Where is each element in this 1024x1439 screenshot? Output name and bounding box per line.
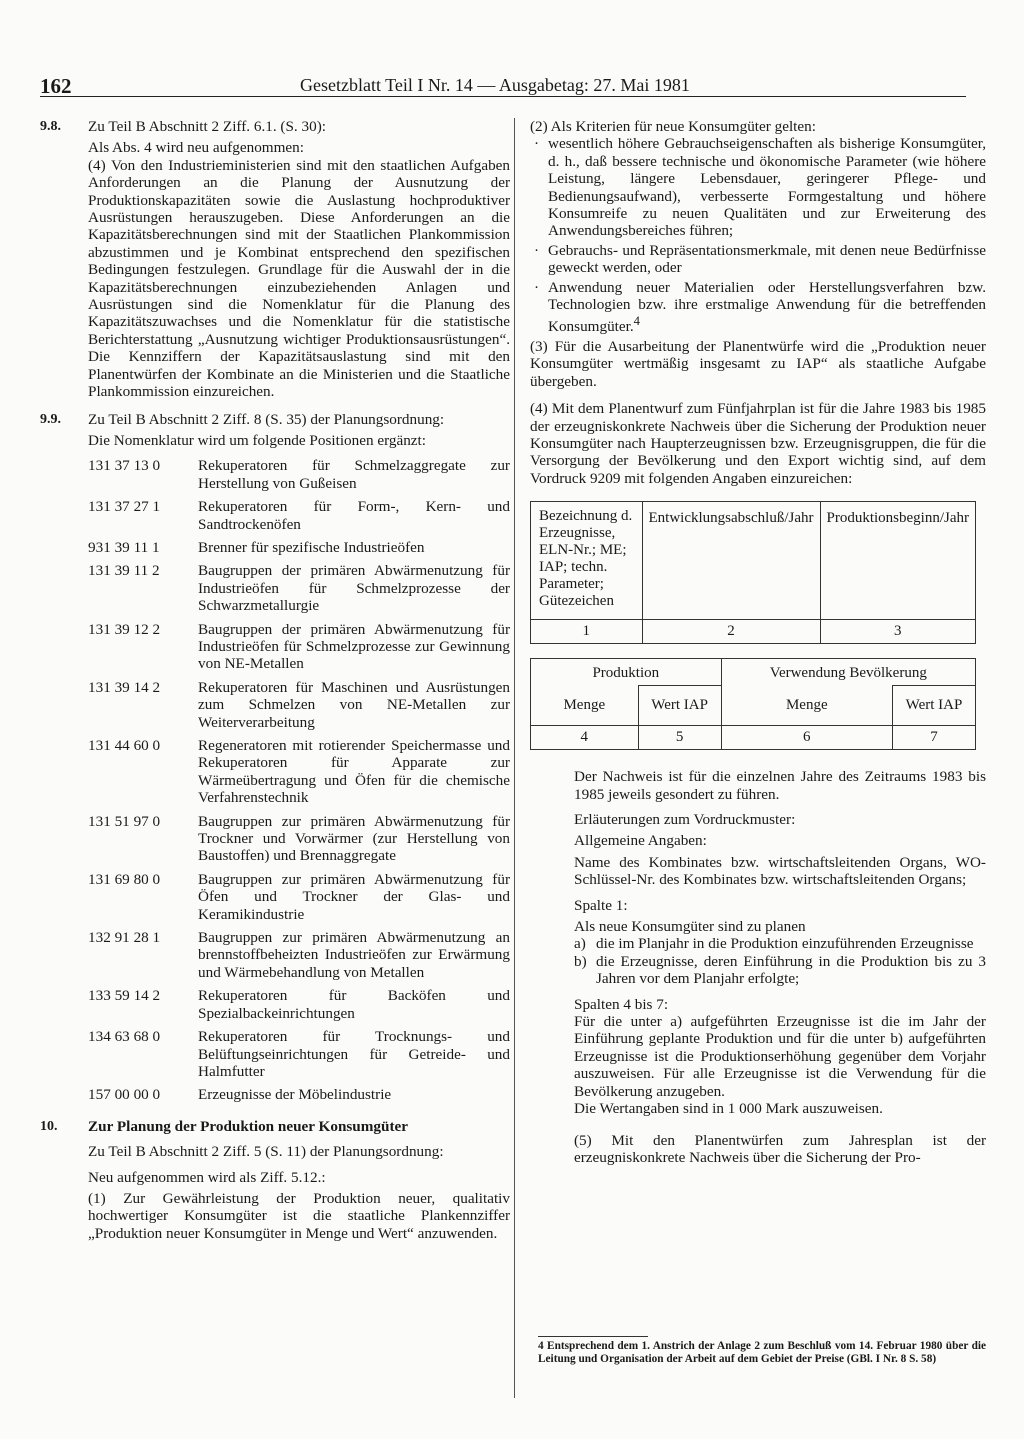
table-header-cell: Menge xyxy=(531,686,639,726)
bullet-icon: · xyxy=(534,278,540,296)
nomenclature-list xyxy=(88,457,510,1103)
section-body: (1) Zur Gewährleistung der Produktion neuer, qualitativ hochwertiger Konsumgüter ist die staatliche Plankennziffer „Produktion neuer Konsumgüter in Menge und Wert“ anzuwenden. xyxy=(88,1189,510,1242)
item-code: 931 39 11 1 xyxy=(88,538,160,556)
footnote: 4 Entsprechend dem 1. Anstrich der Anlage 2 zum Beschluß vom 14. Februar 1980 über die Leitung und Organisation der Arbeit auf dem Gebiet der Preise (GBl. I Nr. 8 S. 58) xyxy=(538,1340,986,1365)
general-heading: Allgemeine Angaben: xyxy=(574,832,707,850)
item-code: 131 44 60 0 xyxy=(88,737,161,754)
section-heading: Zur Planung der Produktion neuer Konsumgüter xyxy=(88,1117,408,1135)
columns-4-7-text: Für die unter a) aufgeführten Erzeugnisse ist die im Jahr der Einführung geplante Produktion und für die unter b) aufgeführten Erzeugnisse ist die Produktionserhöhung gegenüber dem Vorjahr auszuweisen. Für alle Erzeugnisse ist die Verwendung für die Bevölkerung anzugeben. xyxy=(574,1013,986,1100)
table-header-cell: Bezeichnung d. Erzeugnisse, ELN-Nr.; ME; IAP; techn. Parameter; Gütezeichen xyxy=(531,502,643,620)
item-code: 134 63 68 0 xyxy=(88,1028,161,1046)
item-text: Brenner für spezifische Industrieöfen xyxy=(198,538,425,556)
table-header-cell: Wert IAP xyxy=(893,686,976,726)
section-10 xyxy=(40,1118,510,1242)
nomenclature-item xyxy=(88,813,510,865)
column-1-text: Als neue Konsumgüter sind zu planen xyxy=(574,918,806,936)
criteria-item xyxy=(530,242,986,277)
item-code: 131 37 13 0 xyxy=(88,457,161,475)
item-text: Baugruppen zur primären Abwärmenutzung für Trockner und Vorwärmer (zur Herstellung von Baustoffen) und Brennaggregate xyxy=(198,812,510,865)
table-number-row xyxy=(531,620,976,644)
section-9-9 xyxy=(40,411,510,1104)
bullet-icon: · xyxy=(534,241,540,259)
item-text: Rekuperatoren für Trocknungs- und Belüftungseinrichtungen für Getreide- und Halmfutter xyxy=(198,1028,510,1080)
item-code: 157 00 00 0 xyxy=(88,1086,161,1104)
table-header-cell: Menge xyxy=(721,686,892,726)
section-number: 9.8. xyxy=(40,119,61,134)
table-header-cell: Produktionsbeginn/Jahr xyxy=(820,502,976,620)
nomenclature-item xyxy=(88,457,510,492)
nomenclature-item xyxy=(88,1028,510,1080)
footnote-ref: 4 xyxy=(633,314,640,329)
table-header-row xyxy=(531,502,976,620)
item-code: 131 39 11 2 xyxy=(88,562,160,580)
item-text: Rekuperatoren für Maschinen und Ausrüstungen zum Schmelzen von NE-Metallen zur Weiterverarbeitung xyxy=(198,678,510,731)
columns-4-7-heading: Spalten 4 bis 7: xyxy=(574,995,669,1013)
item-code: 131 51 97 0 xyxy=(88,812,161,830)
column-number: 1 xyxy=(531,620,643,644)
left-column xyxy=(40,118,510,1242)
item-code: 131 39 14 2 xyxy=(88,678,161,696)
nomenclature-item xyxy=(88,539,510,556)
form-table-2 xyxy=(530,658,976,750)
criteria-text: Gebrauchs- und Repräsentationsmerkmale, mit denen neue Bedürfnisse geweckt werden, oder xyxy=(548,241,986,277)
nomenclature-item xyxy=(88,1086,510,1103)
group-header-verwendung: Verwendung Bevölkerung xyxy=(721,659,975,686)
item-text: Erzeugnisse der Möbelindustrie xyxy=(198,1086,392,1104)
item-text: Baugruppen der primären Abwärmenutzung für Industrieöfen für Schmelzprozesse der Schwarzmetallurgie xyxy=(198,562,510,615)
table-header-cell: Wert IAP xyxy=(638,686,721,726)
item-text: Rekuperatoren für Schmelzaggregate zur Herstellung von Gußeisen xyxy=(198,457,510,492)
section-body: (4) Von den Industrieministerien sind mit den staatlichen Aufgaben Anforderungen an die Planung der Ausnutzung der Produktionskapazitäten sowie die Auslastung hochproduktiver Ausrüstungen herauszugeben. Diese Anforderungen an die Kapazitätsberechnungen sind mit der Staatlichen Plankommission abzustimmen und je Kombinat entsprechend den spezifischen Bedingungen festzulegen. Grundlage für die Auswahl der in die Kapazitätsberechnungen einzubeziehenden Anlagen und Ausrüstungen sind die Nomenklatur für die Planung des Kapazitätszuwachses und die Nomenklatur für die statistische Berichterstattung „Ausnutzung wichtiger Produktionsausrüstungen“. Die Kennziffern der Kapazitätsauslastung sind mit den Planentwürfen der Kombinate an die Ministerien und die Staatliche Plankommission einzureichen. xyxy=(88,156,510,401)
explanations-block xyxy=(530,768,986,1166)
table-header-row xyxy=(531,686,976,726)
nomenclature-item xyxy=(88,498,510,533)
column-1-item-a: a) die im Planjahr in die Produktion einzuführenden Erzeugnisse xyxy=(574,935,974,953)
column-number: 5 xyxy=(638,726,721,750)
item-text: Regeneratoren mit rotierender Speichermasse und Rekuperatoren für Apparate zur Wärmeübertragung und Öfen für die chemische Verfahrenstechnik xyxy=(198,737,510,807)
value-note: Die Wertangaben sind in 1 000 Mark auszuweisen. xyxy=(574,1100,883,1118)
section-9-8 xyxy=(40,118,510,401)
nomenclature-item xyxy=(88,987,510,1022)
item-text: Rekuperatoren für Form-, Kern- und Sandtrockenöfen xyxy=(198,498,510,533)
header-title: Gesetzblatt Teil I Nr. 14 — Ausgabetag: 27. Mai 1981 xyxy=(300,75,690,95)
table-group-row xyxy=(531,659,976,686)
section-ref: Zu Teil B Abschnitt 2 Ziff. 5 (S. 11) der Planungsordnung: xyxy=(88,1143,444,1161)
right-column xyxy=(530,118,986,1166)
section-number: 10. xyxy=(40,1118,58,1134)
footnote-rule xyxy=(538,1336,648,1337)
criteria-intro: (2) Als Kriterien für neue Konsumgüter gelten: xyxy=(530,118,816,135)
nomenclature-item xyxy=(88,871,510,923)
nomenclature-item xyxy=(88,621,510,673)
item-text: Rekuperatoren für Backöfen und Spezialbackeinrichtungen xyxy=(198,987,510,1022)
nomenclature-item xyxy=(88,562,510,614)
general-text: Name des Kombinates bzw. wirtschaftsleitenden Organs, WO-Schlüssel-Nr. des Kombinates bzw. wirtschaftsleitenden Organs; xyxy=(574,853,986,889)
section-intro: Die Nomenklatur wird um folgende Positionen ergänzt: xyxy=(88,431,426,449)
header-rule xyxy=(40,96,966,97)
criteria-text: Anwendung neuer Materialien oder Herstellungsverfahren bzw. Technologien bzw. ihre erstmalige Anwendung für die betreffenden Konsumgüter. xyxy=(548,278,986,336)
column-1-heading: Spalte 1: xyxy=(574,896,628,914)
page-header xyxy=(40,74,966,102)
page-number: 162 xyxy=(40,74,72,98)
item-code: 133 59 14 2 xyxy=(88,987,161,1005)
criteria-text: wesentlich höhere Gebrauchseigenschaften als bisherige Konsumgüter, d. h., daß bessere technische und ökonomische Parameter (wie höhere Leistung, längere Lebensdauer, geringerer Pflege- und Bedienungsaufwand), verbesserte Formgestaltung und höhere Konsumreife zu neuen Qualitäten und zur Erweiterung des Anwendungsbereiches führen; xyxy=(548,135,986,240)
item-code: 131 39 12 2 xyxy=(88,620,161,638)
table-number-row xyxy=(531,726,976,750)
item-code: 132 91 28 1 xyxy=(88,929,161,947)
section-intro: Als Abs. 4 wird neu aufgenommen: xyxy=(88,139,304,157)
column-number: 2 xyxy=(642,620,820,644)
section-intro: Neu aufgenommen wird als Ziff. 5.12.: xyxy=(88,1168,326,1186)
criteria-item xyxy=(530,135,986,239)
nomenclature-item xyxy=(88,929,510,981)
item-code: 131 37 27 1 xyxy=(88,498,161,516)
table-header-cell: Entwicklungsabschluß/Jahr xyxy=(642,502,820,620)
explanations-heading: Erläuterungen zum Vordruckmuster: xyxy=(574,811,796,828)
section-number: 9.9. xyxy=(40,411,61,427)
column-1-item-b: b) die Erzeugnisse, deren Einführung in die Produktion bis zu 3 Jahren vor dem Planjahr erfolgte; xyxy=(574,952,986,988)
criteria-item xyxy=(530,279,986,336)
column-number: 7 xyxy=(893,726,976,750)
group-header-produktion: Produktion xyxy=(531,659,722,686)
column-number: 6 xyxy=(721,726,892,750)
item-text: Baugruppen der primären Abwärmenutzung für Industrieöfen für Schmelzprozesse zur Gewinnung von NE-Metallen xyxy=(198,620,510,673)
section-ref: Zu Teil B Abschnitt 2 Ziff. 6.1. (S. 30): xyxy=(88,118,326,135)
column-number: 3 xyxy=(820,620,976,644)
item-text: Baugruppen zur primären Abwärmenutzung für Öfen und Trockner der Glas- und Keramikindustrie xyxy=(198,870,510,923)
nomenclature-item xyxy=(88,737,510,807)
paragraph-3: (3) Für die Ausarbeitung der Planentwürfe wird die „Produktion neuer Konsumgüter wertmäßig insgesamt zu IAP“ als staatliche Aufgabe übergeben. xyxy=(530,337,986,390)
nomenclature-item xyxy=(88,679,510,731)
form-table-1 xyxy=(530,501,976,644)
nachweis-text: Der Nachweis ist für die einzelnen Jahre des Zeitraums 1983 bis 1985 jeweils gesondert zu führen. xyxy=(574,768,986,803)
paragraph-5: (5) Mit den Planentwürfen zum Jahresplan ist der erzeugniskonkrete Nachweis über die Sicherung der Pro- xyxy=(574,1131,986,1166)
paragraph-4: (4) Mit dem Planentwurf zum Fünfjahrplan ist für die Jahre 1983 bis 1985 der erzeugniskonkrete Nachweis über die Sicherung der Produktion neuer Konsumgüter nach Haupterzeugnissen bzw. Erzeugnisgruppen, die für die Versorgung der Bevölkerung und den Export wichtig sind, auf dem Vordruck 9209 mit folgenden Angaben einzureichen: xyxy=(530,400,986,487)
section-ref: Zu Teil B Abschnitt 2 Ziff. 8 (S. 35) der Planungsordnung: xyxy=(88,410,445,428)
column-divider xyxy=(514,118,515,1398)
bullet-icon: · xyxy=(534,135,540,153)
column-number: 4 xyxy=(531,726,639,750)
item-code: 131 69 80 0 xyxy=(88,870,161,888)
item-text: Baugruppen zur primären Abwärmenutzung an brennstoffbeheizten Industrieöfen zur Erwärmung und Wärmebehandlung von Metallen xyxy=(198,929,510,981)
